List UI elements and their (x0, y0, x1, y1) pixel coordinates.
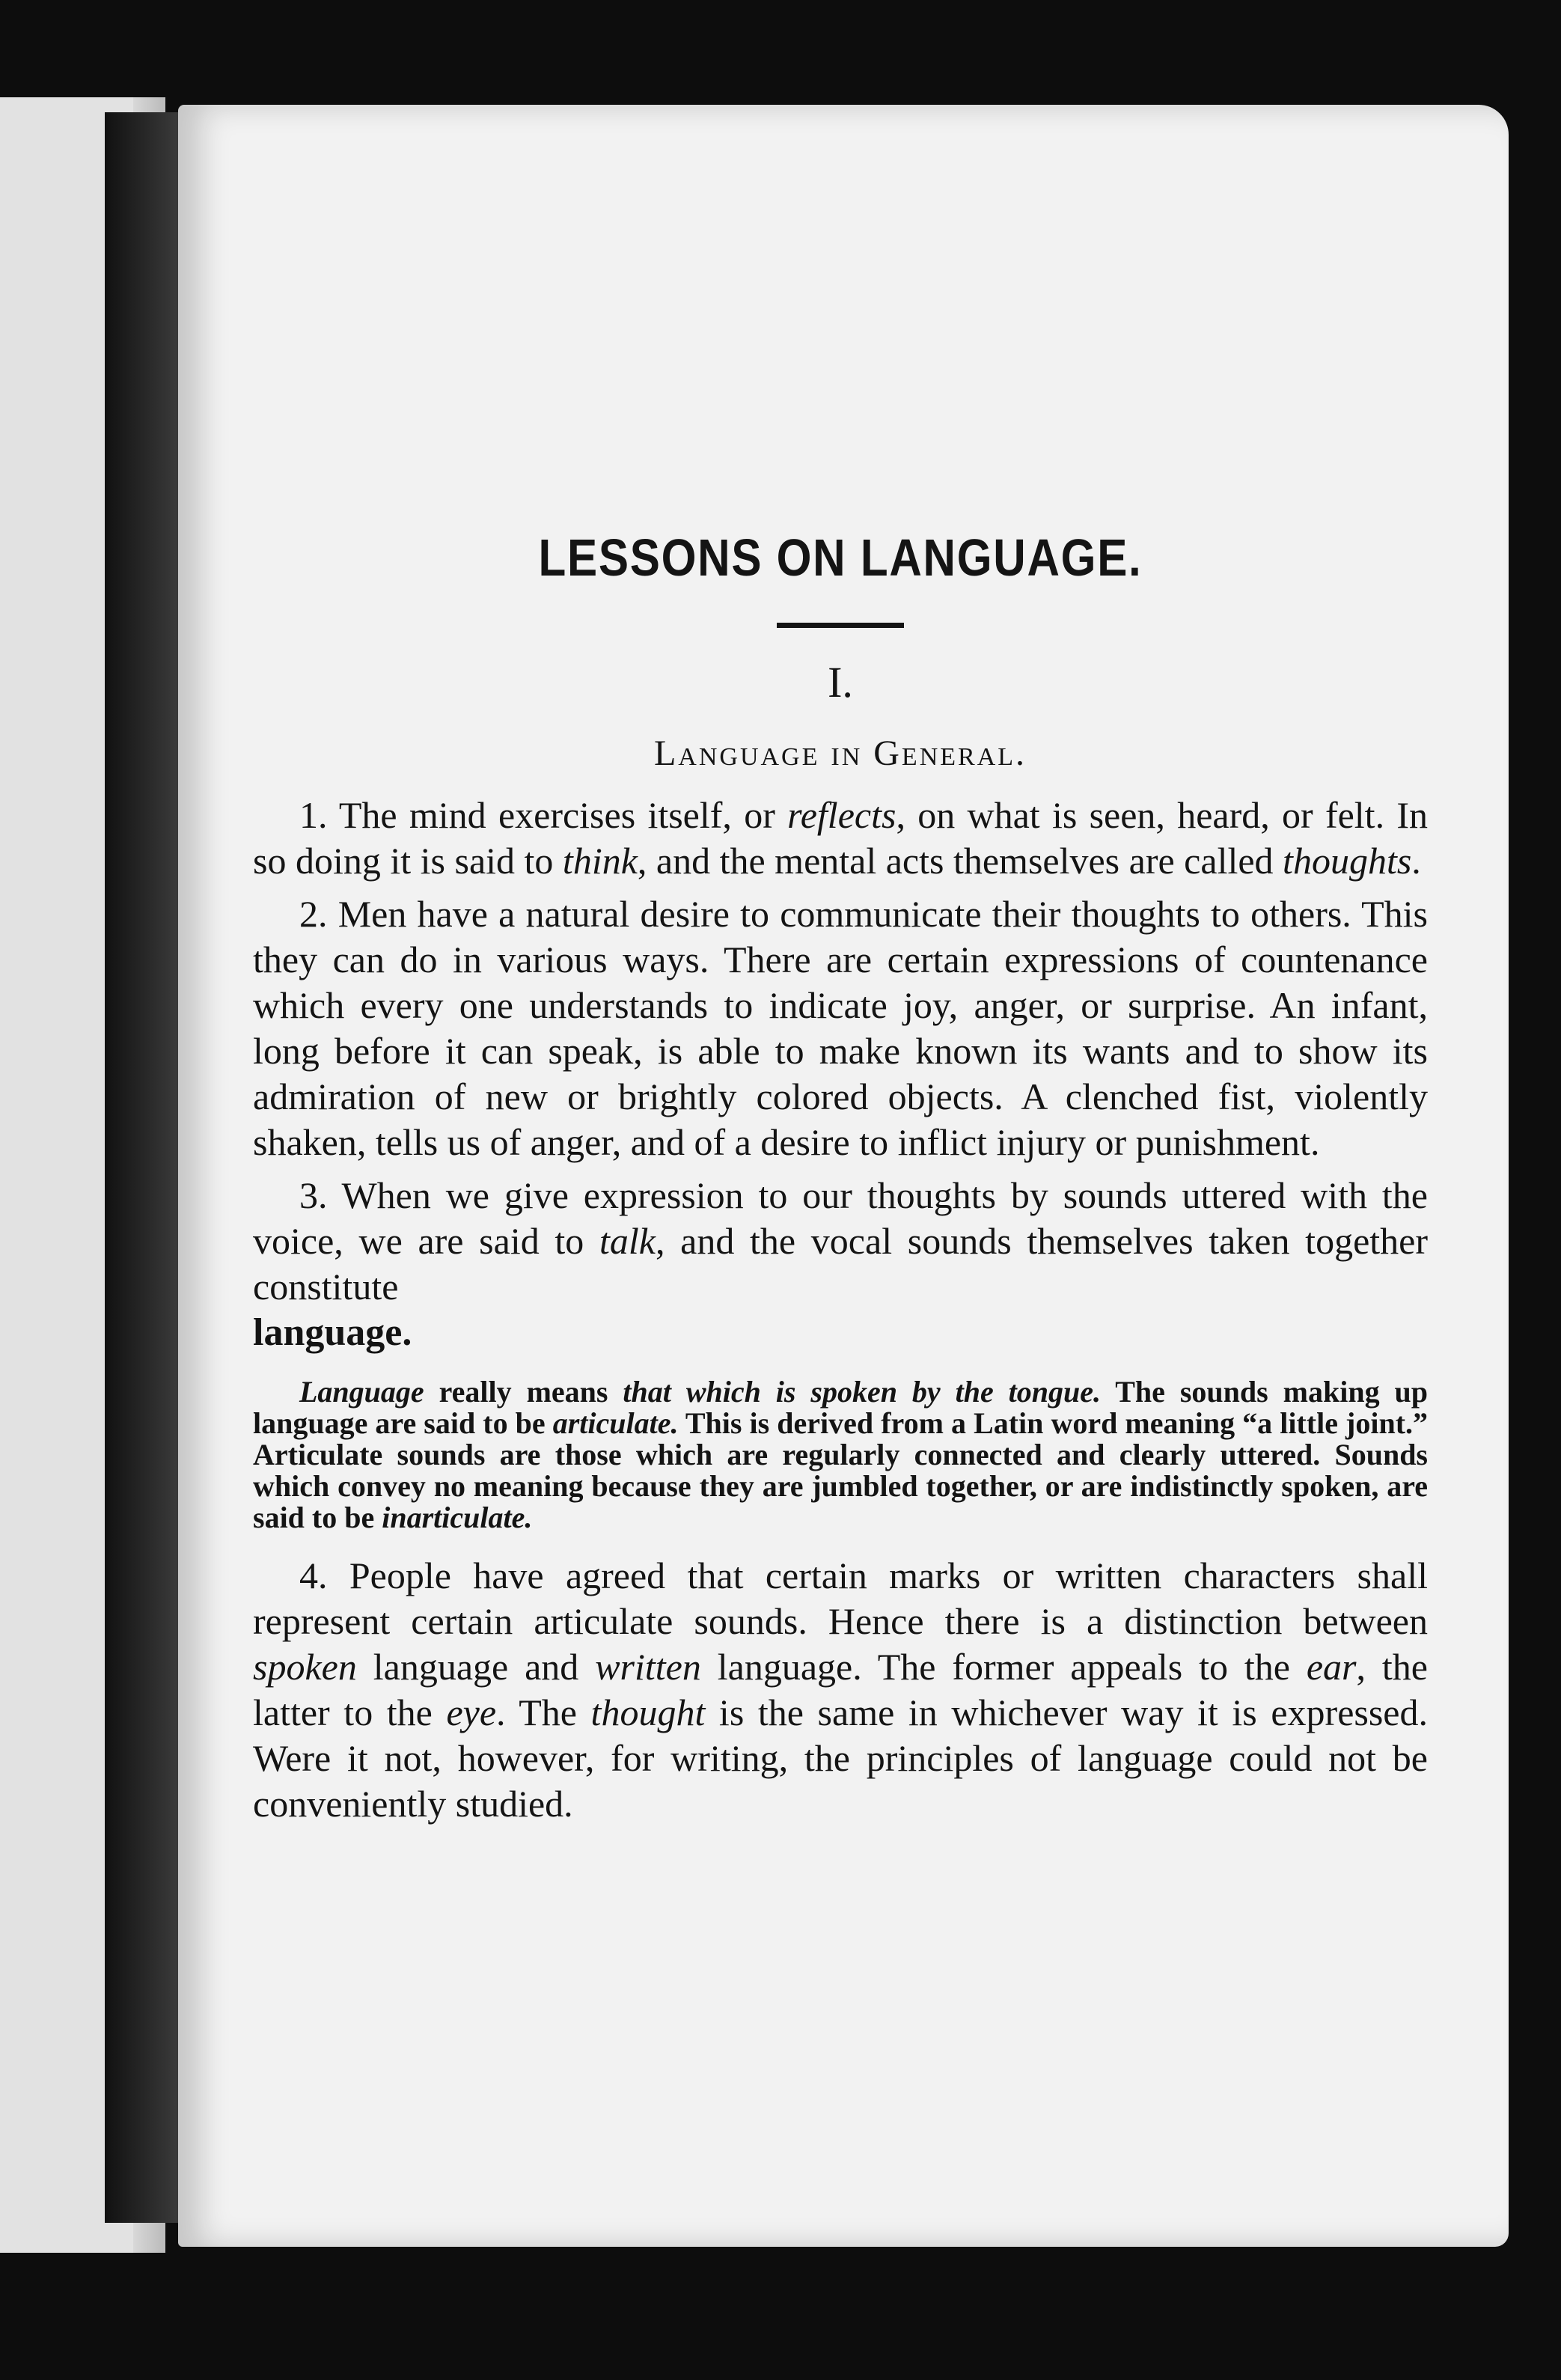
paragraph-text: language and (356, 1646, 596, 1688)
page-title: LESSONS ON LANGUAGE. (538, 528, 1143, 587)
note-text: really means (424, 1375, 623, 1409)
section-heading: Language in General. (653, 733, 1027, 773)
paragraph-2 (253, 891, 1428, 1165)
paragraph-4 (253, 1553, 1428, 1827)
paragraph-text: . The (496, 1691, 591, 1733)
paragraph-number: 2. (299, 893, 328, 935)
emphasis-written: written (595, 1646, 701, 1688)
note-text: The sounds making up language are said to be (253, 1375, 1429, 1440)
book-page (178, 105, 1509, 2247)
emphasis-thought: thought (590, 1691, 706, 1733)
paragraph-text: , the latter to the (253, 1646, 1428, 1733)
title-rule (777, 623, 904, 628)
emphasis-spoken-by-tongue: that which is spoken by the tongue. (623, 1375, 1102, 1409)
paragraph-text: When we give expression to our thoughts by sounds uttered with the voice, we are said to (253, 1174, 1428, 1262)
emphasis-think: think (562, 840, 638, 882)
paragraph-1 (253, 793, 1428, 884)
section-number: I. (828, 658, 853, 707)
emphasis-ear: ear (1306, 1646, 1357, 1688)
emphasis-articulate: articulate. (552, 1406, 679, 1440)
paragraph-number: 4. (299, 1554, 328, 1596)
paragraph-number: 1. (299, 794, 328, 836)
emphasis-talk: talk (599, 1220, 656, 1262)
emphasis-thoughts: thoughts (1283, 840, 1412, 882)
paragraph-number: 3. (299, 1174, 328, 1216)
paragraph-text: , on what is seen, heard, or felt. In so doing it is said to (253, 794, 1428, 882)
paragraph-text: Men have a natural desire to communicate their thoughts to others. This they can do in various ways. There are certain expressions of countenance which every one understands to indicate joy, anger, or surprise. An infant, long before it can speak, is able to make known its wants and to show its admiration of new or brightly colored objects. A clenched fist, violently shaken, tells us of anger, and of a desire to inflict injury or punishment. (253, 893, 1428, 1163)
note-text: This is derived from a Latin word meaning “a little joint.” Articulate sounds are those which are regularly connected and clearly uttered. Sounds which convey no meaning because they are jumbled together, or are indistinctly spoken, are said to be (253, 1406, 1429, 1534)
paragraph-text: . (1411, 840, 1421, 882)
paragraph-text: is the same in whichever way it is expressed. Were it not, however, for writing, the principles of language could not be conveniently studied. (253, 1691, 1428, 1825)
emphasis-language: Language (299, 1375, 424, 1409)
paragraph-text: , and the mental acts themselves are called (637, 840, 1283, 882)
paragraph-text: language. The former appeals to the (700, 1646, 1307, 1688)
key-term-language: language. (253, 1311, 412, 1354)
footnote-paragraph (253, 1376, 1428, 1534)
emphasis-eye: eye (446, 1691, 497, 1733)
page-text (253, 434, 1428, 1827)
paragraph-text: The mind exercises itself, or (327, 794, 788, 836)
emphasis-reflects: reflects (787, 794, 896, 836)
emphasis-spoken: spoken (253, 1646, 357, 1688)
paragraph-3 (253, 1173, 1428, 1355)
paragraph-text: , and the vocal sounds themselves taken together constitute (253, 1220, 1429, 1308)
emphasis-inarticulate: inarticulate. (382, 1501, 533, 1534)
paragraph-text: People have agreed that certain marks or written characters shall represent certain articulate sounds. Hence there is a distinction between (253, 1554, 1428, 1642)
